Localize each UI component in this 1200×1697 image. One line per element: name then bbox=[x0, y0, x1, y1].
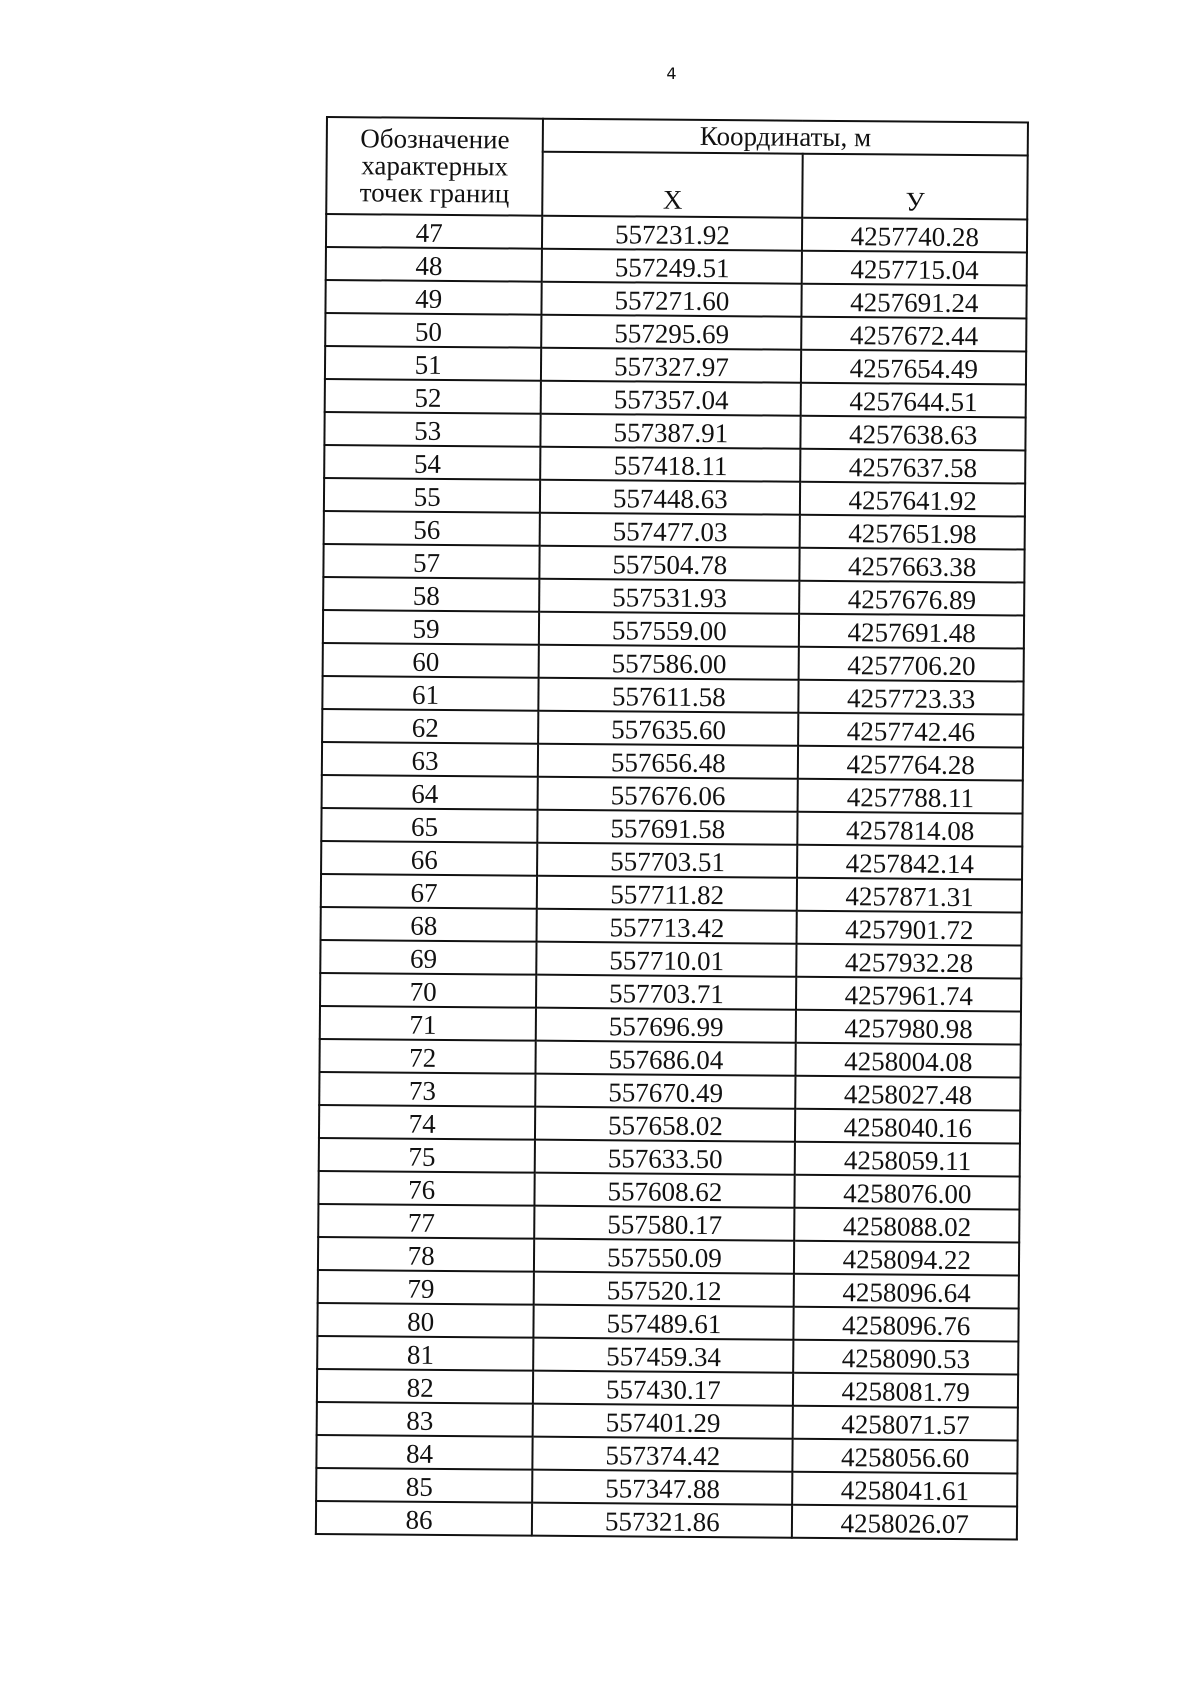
x-coordinate-cell: 557686.04 bbox=[536, 1041, 796, 1076]
y-coordinate-cell: 4257980.98 bbox=[796, 1010, 1021, 1045]
x-coordinate-cell: 557347.88 bbox=[532, 1470, 792, 1505]
point-cell: 50 bbox=[325, 313, 542, 348]
x-coordinate-cell: 557520.12 bbox=[534, 1272, 794, 1307]
x-coordinate-cell: 557635.60 bbox=[538, 711, 798, 746]
table-row bbox=[320, 973, 1021, 1012]
x-coordinate-cell: 557711.82 bbox=[537, 876, 797, 911]
y-coordinate-cell: 4258071.57 bbox=[793, 1406, 1018, 1441]
y-coordinate-cell: 4257651.98 bbox=[800, 515, 1025, 550]
x-coordinate-cell: 557676.06 bbox=[538, 777, 798, 812]
point-cell: 48 bbox=[326, 247, 543, 282]
y-coordinate-cell: 4258096.76 bbox=[794, 1307, 1019, 1342]
table-row bbox=[317, 1402, 1018, 1441]
table-row bbox=[326, 214, 1027, 253]
x-coordinate-cell: 557387.91 bbox=[541, 414, 801, 449]
y-coordinate-cell: 4258059.11 bbox=[795, 1142, 1020, 1177]
y-coordinate-cell: 4258094.22 bbox=[794, 1241, 1019, 1276]
y-coordinate-cell: 4257723.33 bbox=[799, 680, 1024, 715]
point-cell: 58 bbox=[323, 577, 540, 612]
x-coordinate-cell: 557231.92 bbox=[542, 216, 802, 251]
x-coordinate-cell: 557321.86 bbox=[532, 1503, 792, 1538]
table-row bbox=[318, 1270, 1019, 1309]
point-cell: 66 bbox=[321, 841, 538, 876]
table-row bbox=[319, 1138, 1020, 1177]
y-coordinate-cell: 4257715.04 bbox=[802, 251, 1027, 286]
x-coordinate-cell: 557448.63 bbox=[540, 480, 800, 515]
x-coordinate-cell: 557531.93 bbox=[539, 579, 799, 614]
point-cell: 52 bbox=[325, 379, 542, 414]
table-row bbox=[325, 346, 1026, 385]
y-coordinate-cell: 4257814.08 bbox=[798, 812, 1023, 847]
y-coordinate-cell: 4257672.44 bbox=[802, 317, 1027, 352]
y-coordinate-cell: 4257637.58 bbox=[801, 449, 1026, 484]
table-header-row bbox=[327, 117, 1028, 156]
table-row bbox=[318, 1204, 1019, 1243]
page-number: 4 bbox=[666, 64, 677, 83]
point-cell: 55 bbox=[324, 478, 541, 513]
point-cell: 82 bbox=[317, 1369, 534, 1404]
y-coordinate-cell: 4258004.08 bbox=[796, 1043, 1021, 1078]
table-row bbox=[323, 577, 1024, 616]
y-coordinate-cell: 4258040.16 bbox=[795, 1109, 1020, 1144]
y-coordinate-cell: 4258041.61 bbox=[793, 1472, 1018, 1507]
x-coordinate-cell: 557271.60 bbox=[542, 282, 802, 317]
point-cell: 86 bbox=[316, 1501, 533, 1536]
table-row bbox=[323, 544, 1024, 583]
x-coordinate-cell: 557249.51 bbox=[542, 249, 802, 284]
table-row bbox=[319, 1072, 1020, 1111]
x-coordinate-cell: 557374.42 bbox=[533, 1437, 793, 1472]
table-row bbox=[325, 379, 1026, 418]
point-cell: 60 bbox=[323, 643, 540, 678]
x-coordinate-cell: 557633.50 bbox=[535, 1140, 795, 1175]
table-row bbox=[324, 478, 1025, 517]
table-row bbox=[325, 313, 1026, 352]
y-coordinate-cell: 4258076.00 bbox=[795, 1175, 1020, 1210]
x-coordinate-cell: 557504.78 bbox=[540, 546, 800, 581]
header-x: Х bbox=[542, 152, 803, 218]
table-row bbox=[322, 676, 1023, 715]
x-coordinate-cell: 557559.00 bbox=[539, 612, 799, 647]
point-cell: 67 bbox=[321, 874, 538, 909]
x-coordinate-cell: 557418.11 bbox=[540, 447, 800, 482]
y-coordinate-cell: 4257742.46 bbox=[799, 713, 1024, 748]
x-coordinate-cell: 557477.03 bbox=[540, 513, 800, 548]
x-coordinate-cell: 557656.48 bbox=[538, 744, 798, 779]
table-row bbox=[318, 1171, 1019, 1210]
point-cell: 70 bbox=[320, 973, 537, 1008]
y-coordinate-cell: 4257788.11 bbox=[798, 779, 1023, 814]
y-coordinate-cell: 4257663.38 bbox=[800, 548, 1025, 583]
table-header bbox=[326, 117, 1028, 220]
point-cell: 54 bbox=[324, 445, 541, 480]
y-coordinate-cell: 4258056.60 bbox=[793, 1439, 1018, 1474]
table-row bbox=[322, 709, 1023, 748]
point-cell: 69 bbox=[320, 940, 537, 975]
table-row bbox=[324, 511, 1025, 550]
table-row bbox=[317, 1336, 1018, 1375]
point-cell: 62 bbox=[322, 709, 539, 744]
y-coordinate-cell: 4257764.28 bbox=[798, 746, 1023, 781]
point-cell: 73 bbox=[319, 1072, 536, 1107]
table-row bbox=[321, 874, 1022, 913]
y-coordinate-cell: 4257654.49 bbox=[801, 350, 1026, 385]
x-coordinate-cell: 557703.51 bbox=[537, 843, 797, 878]
x-coordinate-cell: 557586.00 bbox=[539, 645, 799, 680]
table-row bbox=[326, 247, 1027, 286]
point-cell: 78 bbox=[318, 1237, 535, 1272]
point-cell: 63 bbox=[322, 742, 539, 777]
y-coordinate-cell: 4257901.72 bbox=[797, 911, 1022, 946]
y-coordinate-cell: 4257691.48 bbox=[799, 614, 1024, 649]
x-coordinate-cell: 557713.42 bbox=[537, 909, 797, 944]
table-row bbox=[323, 610, 1024, 649]
y-coordinate-cell: 4257932.28 bbox=[797, 944, 1022, 979]
table-row bbox=[319, 1039, 1020, 1078]
point-cell: 79 bbox=[318, 1270, 535, 1305]
y-coordinate-cell: 4258027.48 bbox=[796, 1076, 1021, 1111]
table-row bbox=[321, 841, 1022, 880]
x-coordinate-cell: 557611.58 bbox=[539, 678, 799, 713]
y-coordinate-cell: 4257691.24 bbox=[802, 284, 1027, 319]
table-body bbox=[316, 214, 1027, 1539]
x-coordinate-cell: 557295.69 bbox=[541, 315, 801, 350]
header-y: У bbox=[803, 154, 1028, 220]
table-row bbox=[322, 742, 1023, 781]
table-row bbox=[316, 1501, 1017, 1540]
point-cell: 76 bbox=[318, 1171, 535, 1206]
x-coordinate-cell: 557580.17 bbox=[534, 1206, 794, 1241]
point-cell: 65 bbox=[321, 808, 538, 843]
point-cell: 49 bbox=[325, 280, 542, 315]
point-cell: 61 bbox=[322, 676, 539, 711]
y-coordinate-cell: 4257871.31 bbox=[797, 878, 1022, 913]
table-row bbox=[319, 1105, 1020, 1144]
x-coordinate-cell: 557401.29 bbox=[533, 1404, 793, 1439]
y-coordinate-cell: 4258096.64 bbox=[794, 1274, 1019, 1309]
y-coordinate-cell: 4257961.74 bbox=[796, 977, 1021, 1012]
y-coordinate-cell: 4258026.07 bbox=[792, 1505, 1017, 1540]
x-coordinate-cell: 557608.62 bbox=[535, 1173, 795, 1208]
y-coordinate-cell: 4258081.79 bbox=[793, 1373, 1018, 1408]
point-cell: 68 bbox=[321, 907, 538, 942]
x-coordinate-cell: 557670.49 bbox=[535, 1074, 795, 1109]
x-coordinate-cell: 557658.02 bbox=[535, 1107, 795, 1142]
table-row bbox=[324, 445, 1025, 484]
y-coordinate-cell: 4257641.92 bbox=[800, 482, 1025, 517]
y-coordinate-cell: 4257644.51 bbox=[801, 383, 1026, 418]
x-coordinate-cell: 557691.58 bbox=[538, 810, 798, 845]
point-cell: 71 bbox=[320, 1006, 537, 1041]
x-coordinate-cell: 557459.34 bbox=[533, 1338, 793, 1373]
table-row bbox=[320, 1006, 1021, 1045]
y-coordinate-cell: 4257638.63 bbox=[801, 416, 1026, 451]
y-coordinate-cell: 4257842.14 bbox=[798, 845, 1023, 880]
table-row bbox=[318, 1237, 1019, 1276]
point-cell: 74 bbox=[319, 1105, 536, 1140]
point-cell: 77 bbox=[318, 1204, 535, 1239]
point-cell: 59 bbox=[323, 610, 540, 645]
x-coordinate-cell: 557327.97 bbox=[541, 348, 801, 383]
table-row bbox=[323, 643, 1024, 682]
y-coordinate-cell: 4257706.20 bbox=[799, 647, 1024, 682]
table-row bbox=[317, 1303, 1018, 1342]
header-point-designation: Обозначение характерных точек границ bbox=[326, 117, 543, 216]
x-coordinate-cell: 557710.01 bbox=[537, 942, 797, 977]
x-coordinate-cell: 557550.09 bbox=[534, 1239, 794, 1274]
table-row bbox=[321, 808, 1022, 847]
point-cell: 64 bbox=[322, 775, 539, 810]
point-cell: 53 bbox=[324, 412, 541, 447]
coordinates-table bbox=[315, 116, 1029, 1540]
point-cell: 47 bbox=[326, 214, 543, 249]
x-coordinate-cell: 557703.71 bbox=[536, 975, 796, 1010]
point-cell: 84 bbox=[316, 1435, 533, 1470]
table-row bbox=[325, 280, 1026, 319]
table-row bbox=[316, 1435, 1017, 1474]
x-coordinate-cell: 557357.04 bbox=[541, 381, 801, 416]
point-cell: 81 bbox=[317, 1336, 534, 1371]
table-row bbox=[320, 940, 1021, 979]
x-coordinate-cell: 557696.99 bbox=[536, 1008, 796, 1043]
x-coordinate-cell: 557430.17 bbox=[533, 1371, 793, 1406]
header-coordinates: Координаты, м bbox=[543, 119, 1028, 156]
table-row bbox=[317, 1369, 1018, 1408]
point-cell: 80 bbox=[317, 1303, 534, 1338]
point-cell: 57 bbox=[323, 544, 540, 579]
table-row bbox=[316, 1468, 1017, 1507]
point-cell: 51 bbox=[325, 346, 542, 381]
point-cell: 56 bbox=[324, 511, 541, 546]
y-coordinate-cell: 4257740.28 bbox=[802, 218, 1027, 253]
y-coordinate-cell: 4257676.89 bbox=[800, 581, 1025, 616]
point-cell: 83 bbox=[317, 1402, 534, 1437]
point-cell: 85 bbox=[316, 1468, 533, 1503]
point-cell: 75 bbox=[319, 1138, 536, 1173]
table-row bbox=[322, 775, 1023, 814]
table-row bbox=[324, 412, 1025, 451]
y-coordinate-cell: 4258090.53 bbox=[794, 1340, 1019, 1375]
y-coordinate-cell: 4258088.02 bbox=[795, 1208, 1020, 1243]
point-cell: 72 bbox=[319, 1039, 536, 1074]
x-coordinate-cell: 557489.61 bbox=[534, 1305, 794, 1340]
table-row bbox=[321, 907, 1022, 946]
